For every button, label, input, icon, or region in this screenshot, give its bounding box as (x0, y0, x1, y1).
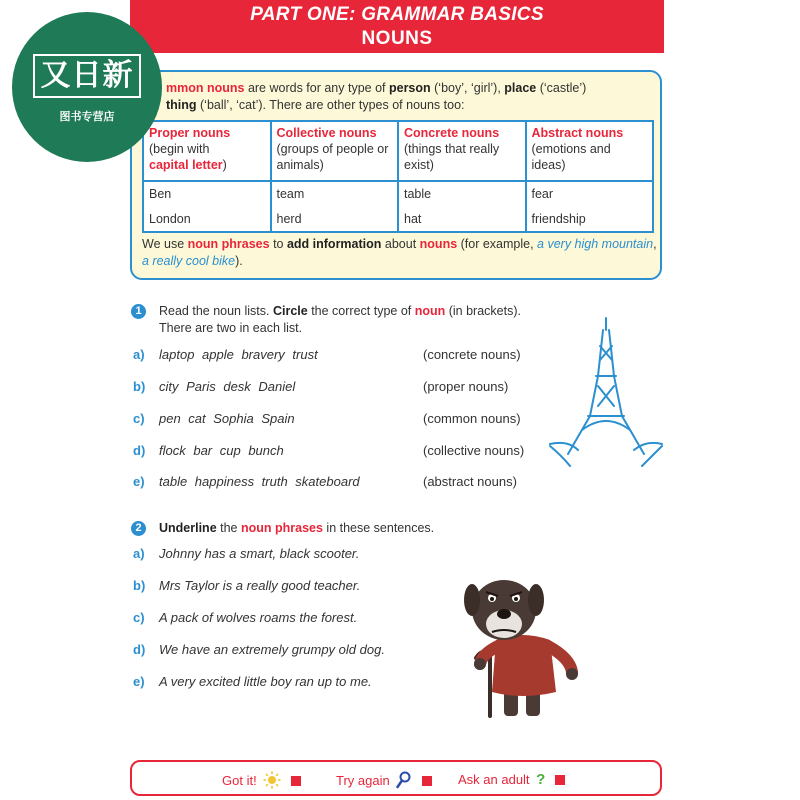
table-cell: herd (271, 208, 399, 232)
got-it-option[interactable]: Got it! (222, 771, 301, 789)
question-mark-icon: ? (536, 771, 546, 788)
table-header-cell: Concrete nouns (things that really exist) (398, 121, 526, 181)
sentence[interactable]: A pack of wolves roams the forest. (159, 610, 358, 625)
got-it-checkbox[interactable] (291, 776, 301, 786)
try-again-option[interactable]: Try again (336, 771, 432, 789)
eiffel-tower-icon (548, 316, 664, 474)
grumpy-dog-illustration (462, 574, 578, 720)
noun-list[interactable]: flock bar cup bunch (159, 443, 284, 458)
ask-adult-option[interactable]: Ask an adult ? (458, 771, 565, 788)
noun-types-table (142, 120, 654, 233)
table-cell: London (143, 208, 271, 232)
store-logo (12, 12, 162, 162)
page-banner (130, 0, 664, 53)
intro-text: mmon nouns are words for any type of person (‘boy’, ‘girl’), place (‘castle’) thing (‘ball’, ‘cat’). There are other types of nouns too: (146, 80, 651, 114)
magnifier-icon (396, 771, 412, 789)
sentence[interactable]: We have an extremely grumpy old dog. (159, 642, 385, 657)
question-number-badge: 2 (131, 521, 146, 536)
sentence[interactable]: Mrs Taylor is a really good teacher. (159, 578, 361, 593)
noun-type: (proper nouns) (423, 379, 509, 394)
topic-title: NOUNS (361, 28, 433, 49)
table-cell: team (271, 181, 399, 208)
table-header-cell: Collective nouns (groups of people or animals) (271, 121, 399, 181)
noun-phrase-explanation: We use noun phrases to add information about nouns (for example, a very high mountain, a really cool bike). (142, 237, 657, 268)
table-row (143, 208, 653, 232)
table-cell: fear (526, 181, 654, 208)
table-header-cell: Abstract nouns (emotions and ideas) (526, 121, 654, 181)
noun-list[interactable]: laptop apple bravery trust (159, 347, 318, 362)
part-title: PART ONE: GRAMMAR BASICS (250, 4, 544, 25)
question-number-badge: 1 (131, 304, 146, 319)
sentence[interactable]: Johnny has a smart, black scooter. (159, 546, 360, 561)
ask-adult-checkbox[interactable] (555, 775, 565, 785)
sun-icon (263, 771, 281, 789)
logo-subtitle: 图书专营店 (59, 111, 115, 123)
sentence[interactable]: A very excited little boy ran up to me. (159, 674, 372, 689)
table-cell: friendship (526, 208, 654, 232)
try-again-checkbox[interactable] (422, 776, 432, 786)
noun-list[interactable]: table happiness truth skateboard (159, 474, 360, 489)
table-cell: table (398, 181, 526, 208)
self-assessment-bar (130, 760, 662, 796)
table-header-cell: Proper nouns (begin with capital letter) (143, 121, 271, 181)
noun-list[interactable]: city Paris desk Daniel (159, 379, 296, 394)
question-1-instructions: 1 Read the noun lists. Circle the correct type of noun (in brackets). There are two in each list. (159, 303, 589, 337)
table-cell: hat (398, 208, 526, 232)
table-row (143, 181, 653, 208)
question-2-instructions: 2 Underline the noun phrases in these sentences. (159, 520, 589, 537)
noun-type: (abstract nouns) (423, 474, 517, 489)
logo-title: 又日新 (33, 54, 141, 98)
info-panel (130, 70, 662, 280)
noun-type: (concrete nouns) (423, 347, 521, 362)
common-nouns-term: mmon nouns (166, 81, 245, 95)
table-cell: Ben (143, 181, 271, 208)
noun-type: (collective nouns) (423, 443, 525, 458)
noun-type: (common nouns) (423, 411, 521, 426)
noun-list[interactable]: pen cat Sophia Spain (159, 411, 295, 426)
